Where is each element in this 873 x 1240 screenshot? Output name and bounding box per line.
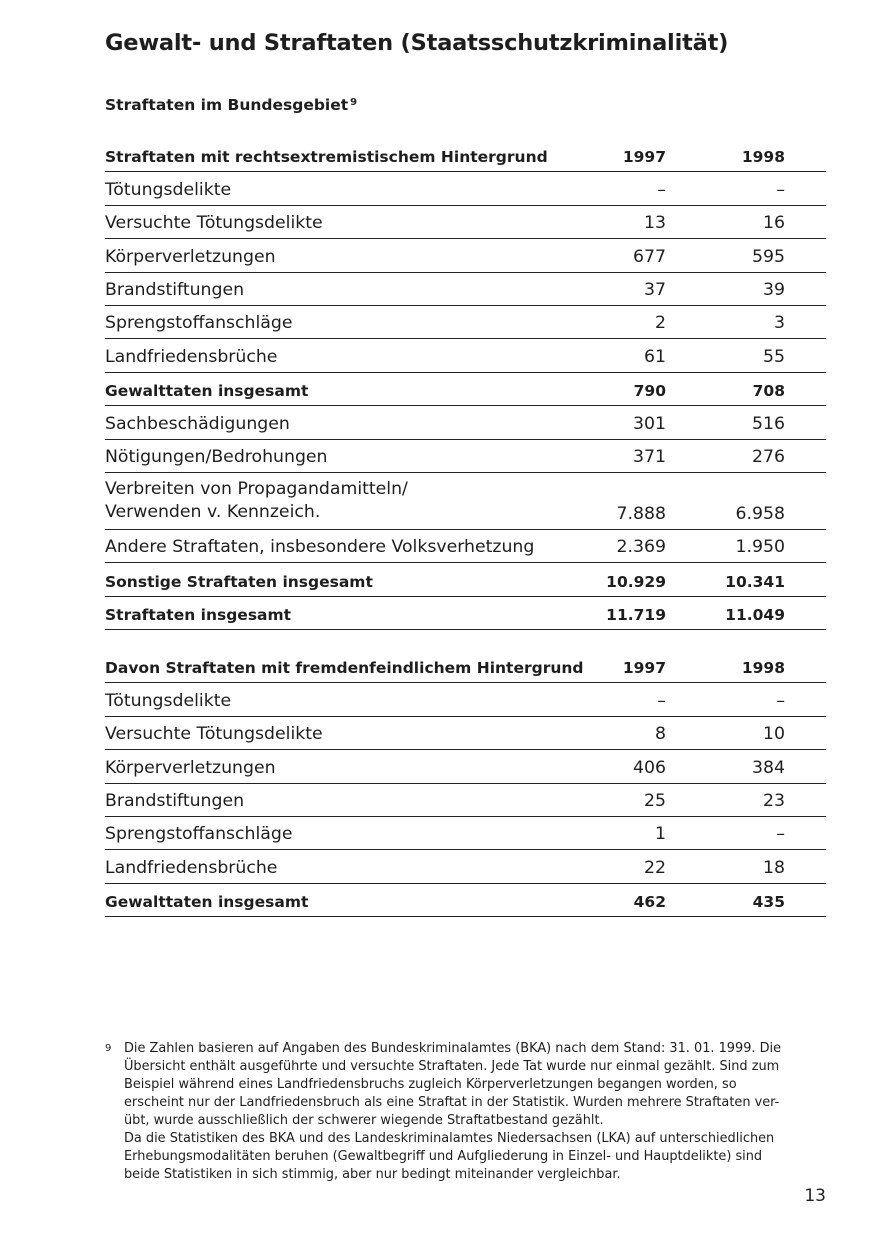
footnote-line: Übersicht enthält ausgeführte und versuchte Straftaten. Jede Tat wurde nur einmal gezählt. Sind zum [124,1059,780,1074]
table-header [105,139,826,172]
value-1998: 3 [774,313,785,334]
row-label: Brandstiftungen [105,790,245,811]
table-row [105,717,826,750]
value-1997: 61 [644,346,666,367]
value-1997: – [657,690,666,711]
row-label: Sprengstoffanschläge [105,824,293,845]
table-row [105,473,826,530]
table-row-subtotal [105,563,826,596]
row-label: Körperverletzungen [105,757,276,778]
value-1997: 2.369 [616,537,666,558]
value-1998: 18 [763,857,785,878]
row-label: Landfriedensbrüche [105,857,278,878]
value-1998: – [776,179,785,200]
row-label: Nötigungen/Bedrohungen [105,446,328,467]
value-1998: – [776,824,785,845]
footnote-line: erscheint nur der Landfriedensbruch als eine Straftat in der Statistik. Wurden mehrere Straftaten ver- [124,1095,780,1110]
value-1998: 384 [752,757,785,778]
table-row [105,206,826,239]
row-label: Tötungsdelikte [105,179,232,200]
value-1997: 790 [633,382,666,401]
value-1998: 55 [763,346,785,367]
value-1997: 10.929 [606,572,666,591]
value-1998: 23 [763,790,785,811]
value-1998: 595 [752,246,785,267]
value-1997: 13 [644,213,666,234]
table-fremdenfeindlich [105,650,826,917]
row-label: Brandstiftungen [105,279,245,300]
footnote-line: Da die Statistiken des BKA und des Landeskriminalamtes Niedersachsen (LKA) auf unterschiedlichen [124,1131,775,1146]
value-1998: 708 [752,382,785,401]
value-1997: 1 [655,824,666,845]
row-label: Landfriedensbrüche [105,346,278,367]
value-1998: 435 [752,893,785,912]
row-label: Körperverletzungen [105,246,276,267]
table-row [105,784,826,817]
row-label: Sonstige Straftaten insgesamt [105,572,373,591]
row-label: Andere Straftaten, insbesondere Volksverhetzung [105,537,535,558]
header-label: Davon Straftaten mit fremdenfeindlichem Hintergrund [105,659,584,678]
value-1997: 2 [655,313,666,334]
footnote-line: Die Zahlen basieren auf Angaben des Bundeskriminalamtes (BKA) nach dem Stand: 31. 01. 1999. Die [124,1041,782,1056]
header-year-1997: 1997 [622,659,666,678]
table-row [105,339,826,372]
page-number: 13 [804,1186,826,1206]
value-1997: 22 [644,857,666,878]
table-row [105,273,826,306]
row-label: Gewalttaten insgesamt [105,893,309,912]
value-1998: 11.049 [725,606,785,625]
footnote-line: übt, wurde ausschließlich der schwerer wiegende Straftatbestand gezählt. [124,1113,604,1128]
footnote-line: Beispiel während eines Landfriedensbruchs zugleich Körperverletzungen begangen worden, so [124,1077,737,1092]
table-row [105,406,826,439]
footnote-reference: 9 [350,97,358,108]
table-row [105,530,826,563]
table-rechtsextremistisch [105,139,826,630]
value-1997: 406 [633,757,666,778]
header-label: Straftaten mit rechtsextremistischem Hintergrund [105,148,548,167]
value-1998: 10.341 [725,572,785,591]
table-row [105,306,826,339]
table-row-total [105,884,826,917]
value-1998: 39 [763,279,785,300]
footnote-text [124,1040,821,1184]
value-1998: 276 [752,446,785,467]
table-row [105,817,826,850]
row-label-line-2: Verwenden v. Kennzeich. [105,501,321,522]
row-label: Tötungsdelikte [105,690,232,711]
value-1998: 1.950 [735,537,785,558]
table-row [105,683,826,716]
row-label: Gewalttaten insgesamt [105,382,309,401]
value-1997: 677 [633,246,666,267]
table-row [105,850,826,883]
header-year-1997: 1997 [622,148,666,167]
value-1997: 7.888 [616,503,666,524]
table-row [105,239,826,272]
table-row [105,172,826,205]
value-1997: 25 [644,790,666,811]
row-label: Straftaten insgesamt [105,606,292,625]
footnote-line: beide Statistiken in sich stimmig, aber nur bedingt miteinander vergleichbar. [124,1167,621,1182]
value-1997: 301 [633,413,666,434]
value-1997: 11.719 [606,606,666,625]
value-1997: 462 [633,893,666,912]
footnote-mark: 9 [105,1043,112,1054]
value-1997: 37 [644,279,666,300]
header-year-1998: 1998 [741,148,785,167]
value-1998: 10 [763,724,785,745]
value-1998: 16 [763,213,785,234]
row-label: Versuchte Tötungsdelikte [105,724,323,745]
row-label [105,478,408,524]
value-1997: 8 [655,724,666,745]
table-header [105,650,826,683]
row-label: Versuchte Tötungsdelikte [105,213,323,234]
footnote [105,1040,821,1184]
value-1997: 371 [633,446,666,467]
row-label: Sprengstoffanschläge [105,313,293,334]
table-row-total [105,597,826,630]
header-year-1998: 1998 [741,659,785,678]
footnote-line: Erhebungsmodalitäten beruhen (Gewaltbegriff und Aufgliederung in Einzel- und Hauptdelikte) sind [124,1149,763,1164]
value-1998: 6.958 [735,503,785,524]
section-subtitle [105,96,357,114]
page-title: Gewalt- und Straftaten (Staatsschutzkriminalität) [105,30,729,56]
table-row [105,440,826,473]
subtitle-text: Straftaten im Bundesgebiet [105,96,349,114]
value-1998: 516 [752,413,785,434]
row-label-line-1: Verbreiten von Propagandamitteln/ [105,478,408,499]
value-1998: – [776,690,785,711]
value-1997: – [657,179,666,200]
row-label: Sachbeschädigungen [105,413,290,434]
table-row-subtotal [105,373,826,406]
table-row [105,750,826,783]
